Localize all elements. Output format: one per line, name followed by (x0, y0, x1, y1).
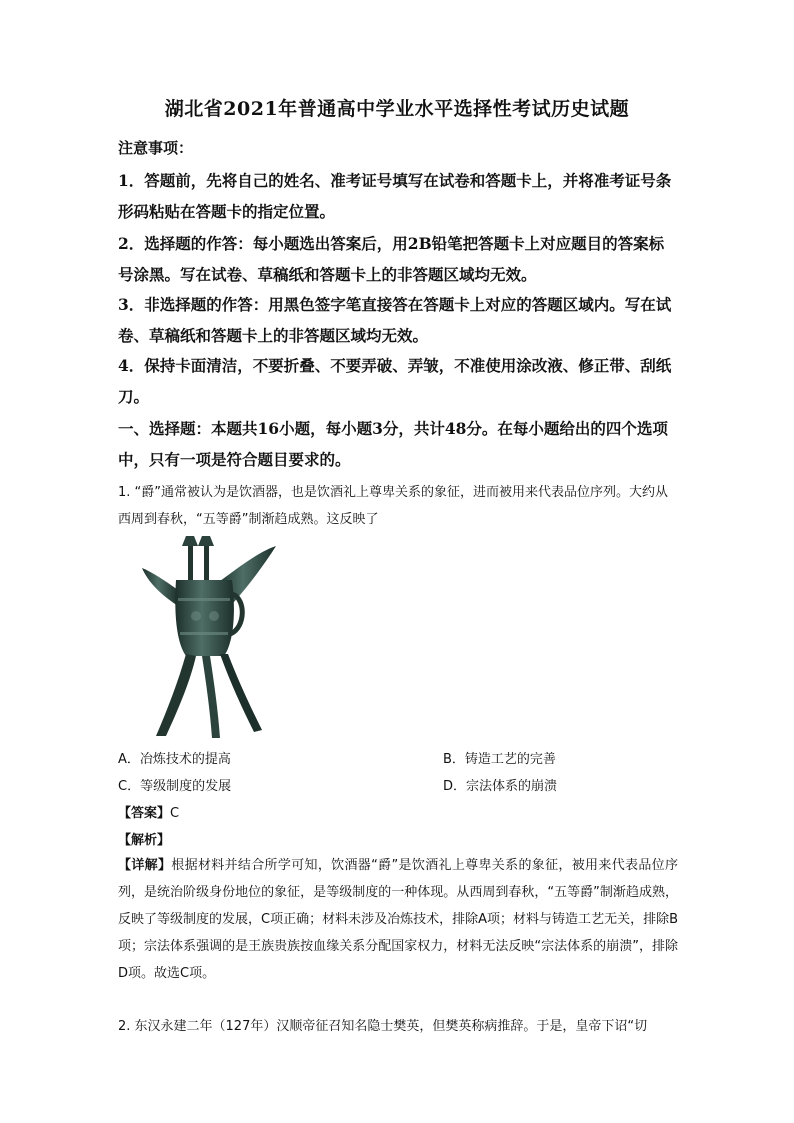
option-a: A．冶炼技术的提高 (118, 752, 231, 767)
analysis-label: 【解析】 (118, 833, 171, 848)
bronze-jue-vessel-image (138, 532, 278, 740)
answer-value: C (170, 806, 180, 821)
section-heading-choice: 一、选择题：本题共16小题，每小题3分，共计48分。在每小题给出的四个选项中，只有一项是符合题目要求的。 (118, 419, 668, 469)
answer-label: 【答案】 (118, 806, 171, 821)
question-2-stem: 2. 东汉永建二年（127年）汉顺帝征召知名隐士樊英，但樊英称病推辞。于是，皇帝下诏“切 (118, 1019, 648, 1034)
note-2: 2．选择题的作答：每小题选出答案后，用2B铅笔把答题卡上对应题目的答案标号涂黑。写在试卷、草稿纸和答题卡上的非答题区域均无效。 (118, 234, 665, 284)
notes-heading: 注意事项： (118, 139, 194, 157)
detail-label: 【详解】 (118, 858, 172, 873)
page-title: 湖北省2021年普通高中学业水平选择性考试历史试题 (164, 98, 630, 120)
question-1-stem: 1. “爵”通常被认为是饮酒器，也是饮酒礼上尊卑关系的象征，进而被用来代表品位序列。大约从西周到春秋，“五等爵”制渐趋成熟。这反映了 (118, 485, 669, 527)
detail-text: 根据材料并结合所学可知，饮酒器“爵”是饮酒礼上尊卑关系的象征，被用来代表品位序列，是统治阶级身份地位的象征，是等级制度的一种体现。从西周到春秋，“五等爵”制渐趋成熟，反映了等级制度的发展，C项正确；材料未涉及冶炼技术，排除A项；材料与铸造工艺无关，排除B项；宗法体系强调的是王族贵族按血缘关系分配国家权力，材料无法反映“宗法体系的崩溃”，排除D项。故选C项。 (118, 858, 678, 981)
option-d: D．宗法体系的崩溃 (443, 779, 558, 794)
note-3: 3．非选择题的作答：用黑色签字笔直接答在答题卡上对应的答题区域内。写在试卷、草稿纸和答题卡上的非答题区域均无效。 (118, 295, 672, 345)
note-4: 4．保持卡面清洁，不要折叠、不要弄破、弄皱，不准使用涂改液、修正带、刮纸刀。 (118, 356, 672, 406)
detail-paragraph (118, 852, 678, 987)
option-b: B．铸造工艺的完善 (443, 752, 556, 767)
answer-line (118, 802, 179, 821)
option-c: C．等级制度的发展 (118, 779, 232, 794)
note-1: 1．答题前，先将自己的姓名、准考证号填写在试卷和答题卡上，并将准考证号条形码粘贴在答题卡的指定位置。 (118, 171, 672, 221)
